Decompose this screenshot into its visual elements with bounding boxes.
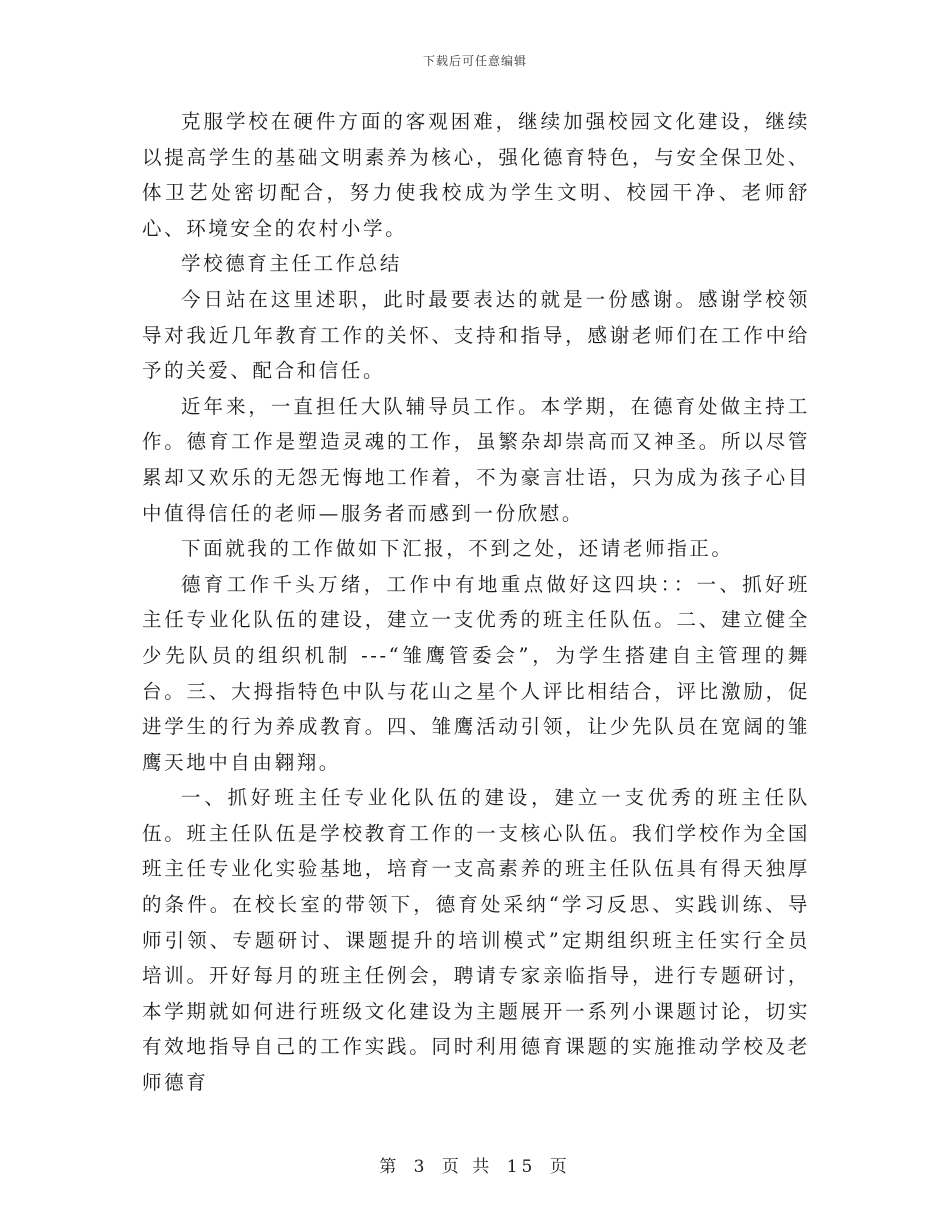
footer-middle: 页 共	[441, 1157, 494, 1177]
footer-prefix: 第	[379, 1157, 401, 1177]
footer-current-page: 3	[413, 1157, 429, 1177]
document-body	[142, 104, 810, 1101]
paragraph-head-teacher-team: 一、抓好班主任专业化队伍的建设，建立一支优秀的班主任队伍。班主任队伍是学校教育工作的一支核心队伍。我们学校作为全国班主任专业化实验基地，培育一支高素养的班主任队伍具有得天独厚的条件。在校长室的带领下，德育处采纳“学习反思、实践训练、导师引领、专题研讨、课题提升的培训模式”定期组织班主任实行全员培训。开好每月的班主任例会，聘请专家亲临指导，进行专题研讨，本学期就如何进行班级文化建设为主题展开一系列小课题讨论，切实有效地指导自己的工作实践。同时利用德育课题的实施推动学校及老师德育	[142, 786, 810, 1095]
footer-total-pages: 15	[506, 1157, 537, 1177]
paragraph-section-title: 学校德育主任工作总结	[181, 252, 403, 276]
header-note: 下载后可任意编辑	[422, 54, 527, 68]
paragraph-recent-years: 近年来，一直担任大队辅导员工作。本学期，在德育处做主持工作。德育工作是塑造灵魂的工作，虽繁杂却崇高而又神圣。所以尽管累却又欢乐的无怨无悔地工作着，不为豪言壮语，只为成为孩子心目中值得信任的老师—服务者而感到一份欣慰。	[142, 394, 810, 525]
page-footer	[0, 1152, 950, 1177]
footer-suffix: 页	[549, 1157, 571, 1177]
paragraph-thanks: 今日站在这里述职，此时最要表达的就是一份感谢。感谢学校领导对我近几年教育工作的关怀、支持和指导，感谢老师们在工作中给予的关爱、配合和信任。	[142, 287, 810, 383]
paragraph-four-priorities: 德育工作千头万绪，工作中有地重点做好这四块：：一、抓好班主任专业化队伍的建设，建立一支优秀的班主任队伍。二、建立健全少先队员的组织机制 ---“雏鹰管委会”，为学生搭建自主管理的舞台。三、大拇指特色中队与花山之星个人评比相结合，评比激励，促进学生的行为养成教育。四、雏鹰活动引领，让少先队员在宽阔的雏鹰天地中自由翱翔。	[142, 572, 810, 774]
paragraph-report-intro: 下面就我的工作做如下汇报，不到之处，还请老师指正。	[181, 537, 734, 561]
paragraph-culture-building: 克服学校在硬件方面的客观困难，继续加强校园文化建设，继续以提高学生的基础文明素养为核心，强化德育特色，与安全保卫处、体卫艺处密切配合，努力使我校成为学生文明、校园干净、老师舒心、环境安全的农村小学。	[142, 110, 810, 240]
